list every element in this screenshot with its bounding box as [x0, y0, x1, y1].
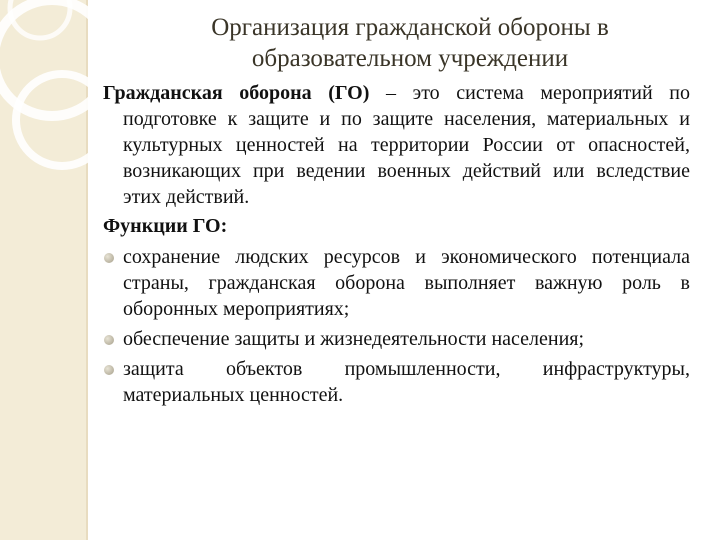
list-item: [103, 326, 690, 352]
list-item: [103, 356, 690, 408]
title-line-1: Организация гражданской обороны в: [211, 14, 609, 41]
list-item: [103, 244, 690, 322]
bullet-icon: [104, 253, 114, 263]
slide-title: [110, 12, 710, 74]
bullet-icon: [104, 335, 114, 345]
title-line-2: образовательном учреждении: [251, 45, 569, 72]
slide-body: [103, 80, 690, 412]
definition-term: Гражданская оборона (ГО): [103, 82, 370, 104]
function-text: сохранение людских ресурсов и экономического потенциала страны, гражданская оборона выполняет важную роль в оборонных мероприятиях;: [123, 246, 690, 320]
functions-list: [103, 244, 690, 408]
functions-heading: Функции ГО:: [103, 215, 228, 237]
function-text: защита объектов промышленности, инфраструктуры, материальных ценностей.: [123, 358, 690, 406]
definition-paragraph: [103, 80, 690, 210]
decorative-circles-icon: [0, 0, 90, 200]
function-text: обеспечение защиты и жизнедеятельности населения;: [123, 328, 585, 350]
definition-text: – это система мероприятий по подготовке к защите и по защите населения, материальных и культурных ценностей на территории России от опасностей, возникающих при ведении военных действий или вследствие этих действий.: [123, 82, 690, 208]
bullet-icon: [104, 365, 114, 375]
